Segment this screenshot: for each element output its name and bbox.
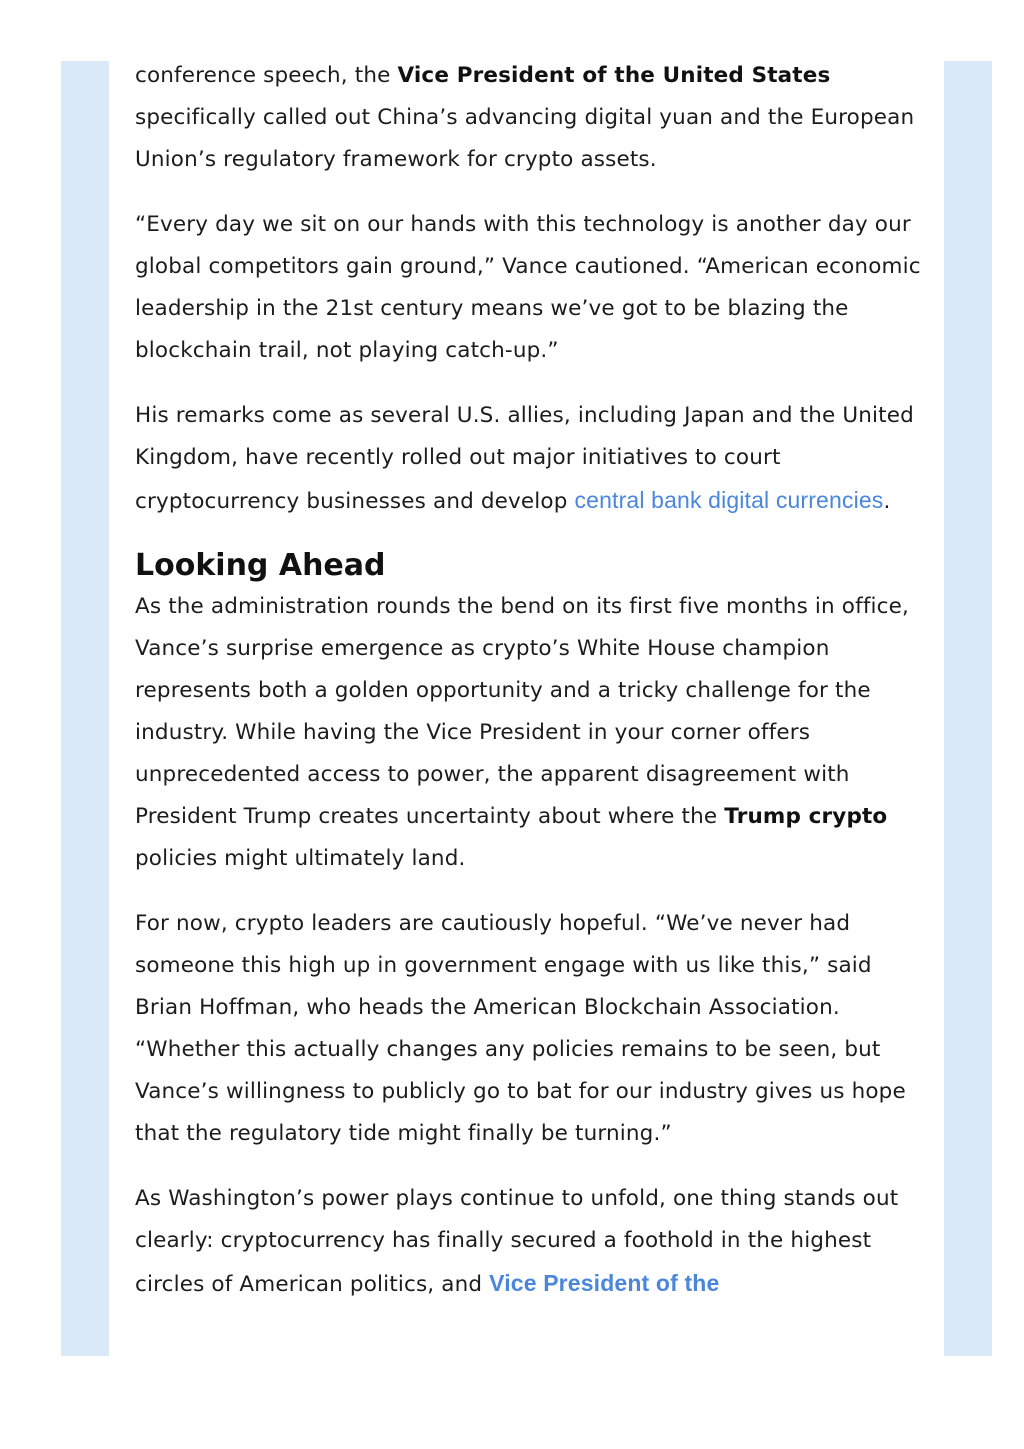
- paragraph-6-text: As Washington’s power plays continue to unfold, one thing stands out clearly: cryptocurrency has finally secured a foothold in the highest circles of American politics, and: [135, 1186, 899, 1297]
- paragraph-1-text-start: conference speech, the: [135, 63, 398, 88]
- bold-vice-president: Vice President of the United States: [397, 63, 831, 88]
- paragraph-4-text-start: As the administration rounds the bend on its first five months in office, Vance’s surprise emergence as crypto’s White House champion represents both a golden opportunity and a tricky challenge for the industry. While having the Vice President in your corner offers unprecedented access to power, the apparent disagreement with President Trump creates uncertainty about where the: [135, 594, 910, 829]
- paragraph-3-text-start: His remarks come as several U.S. allies, including Japan and the United Kingdom, have recently rolled out major initiatives to court cryptocurrency businesses and develop: [135, 403, 914, 514]
- bold-trump-crypto: Trump crypto: [724, 804, 888, 829]
- paragraph-6: [135, 1178, 925, 1306]
- paragraph-3-text-end: .: [883, 489, 891, 514]
- left-side-band: [61, 61, 109, 1356]
- vice-president-link[interactable]: Vice President of the: [489, 1270, 720, 1296]
- cbdc-link[interactable]: central bank digital currencies: [574, 487, 884, 513]
- paragraph-1-text-end: specifically called out China’s advancing digital yuan and the European Union’s regulatory framework for crypto assets.: [135, 105, 915, 172]
- paragraph-1: [135, 55, 925, 181]
- paragraph-2-quote: [135, 204, 925, 372]
- article-body: [135, 55, 925, 1329]
- paragraph-3: [135, 395, 925, 523]
- section-heading: Looking Ahead: [135, 548, 386, 583]
- paragraph-5: [135, 903, 925, 1155]
- paragraph-4: [135, 586, 925, 880]
- right-side-band: [944, 61, 992, 1356]
- paragraph-5-text: For now, crypto leaders are cautiously hopeful. “We’ve never had someone this high up in government engage with us like this,” said Brian Hoffman, who heads the American Blockchain Association. “Whether this actually changes any policies remains to be seen, but Vance’s willingness to publicly go to bat for our industry gives us hope that the regulatory tide might finally be turning.”: [135, 911, 906, 1146]
- paragraph-2-text: “Every day we sit on our hands with this technology is another day our global competitors gain ground,” Vance cautioned. “American economic leadership in the 21st century means we’ve got to be blazing the blockchain trail, not playing catch-up.”: [135, 212, 921, 363]
- paragraph-4-text-end: policies might ultimately land.: [135, 846, 466, 871]
